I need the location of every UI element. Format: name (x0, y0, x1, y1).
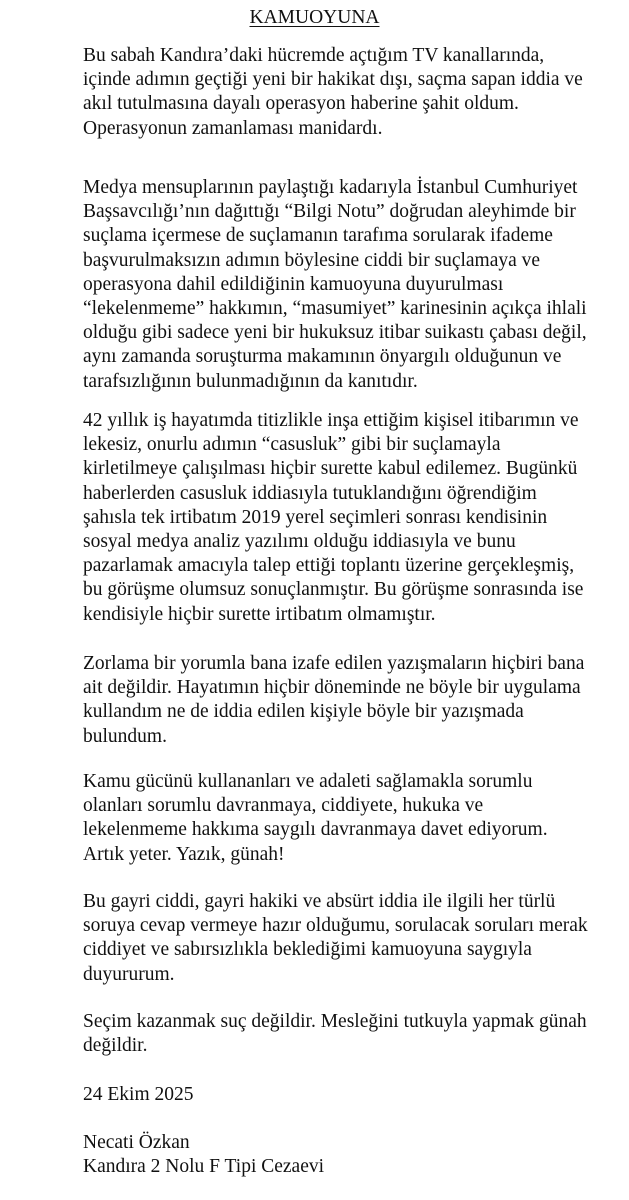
text-line: başvurulmaksızın adımın böylesine ciddi bir suçlamaya ve (83, 249, 541, 271)
paragraph-1 (83, 44, 623, 141)
paragraph-3 (83, 409, 623, 627)
text-line: akıl tutulmasına dayalı operasyon haberine şahit oldum. (83, 93, 519, 115)
text-line: şahısla tek irtibatım 2019 yerel seçimleri sonrası kendisinin (83, 506, 548, 528)
text-line: haberlerden casusluk iddiasıyla tutuklandığını öğrendiğim (83, 482, 537, 504)
paragraph-5 (83, 770, 623, 867)
document-title: KAMUOYUNA (249, 7, 380, 28)
text-line: “lekelenmeme” hakkımın, “masumiyet” karinesinin açıkça ihlali (83, 298, 587, 320)
paragraph-6 (83, 890, 623, 987)
signature-name: Necati Özkan (83, 1132, 190, 1153)
document-date (83, 1083, 623, 1107)
text-line: bu görüşme olumsuz sonuçlanmıştır. Bu görüşme sonrasında ise (83, 579, 584, 601)
text-line: içinde adımın geçtiği yeni bir hakikat dışı, saçma sapan iddia ve (83, 69, 583, 91)
paragraph-4 (83, 652, 623, 749)
text-line: pazarlamak amacıyla talep ettiği toplantı üzerine gerçekleşmiş, (83, 555, 575, 577)
text-line: Medya mensuplarının paylaştığı kadarıyla İstanbul Cumhuriyet (83, 177, 578, 198)
paragraph-7 (83, 1010, 623, 1058)
text-line: bulundum. (83, 725, 167, 747)
text-line: olduğu gibi sadece yeni bir hukuksuz itibar suikastı çabası değil, (83, 322, 587, 344)
text-line: Bu sabah Kandıra’daki hücremde açtığım TV kanallarında, (83, 45, 545, 66)
text-line: ait değildir. Hayatımın hiçbir döneminde ne böyle bir uygulama (83, 677, 581, 699)
text-line: Seçim kazanmak suç değildir. Mesleğini tutkuyla yapmak günah (83, 1011, 587, 1032)
text-line: değildir. (83, 1035, 148, 1057)
text-line: sosyal medya analiz yazılımı olduğu iddiasıyla ve bunu (83, 531, 516, 553)
text-line: soruya cevap vermeye hazır olduğumu, sorulacak soruları merak (83, 915, 588, 937)
text-line: duyururum. (83, 963, 175, 985)
date-text: 24 Ekim 2025 (83, 1084, 194, 1105)
text-line: olanları sorumlu davranmaya, ciddiyete, hukuka ve (83, 795, 484, 817)
text-line: Başsavcılığı’nın dağıttığı “Bilgi Notu” doğrudan aleyhimde bir (83, 201, 576, 223)
text-line: kendisiyle hiçbir surette irtibatım olmamıştır. (83, 603, 436, 625)
text-line: Operasyonun zamanlaması manidardı. (83, 117, 383, 139)
text-line: operasyona dahil edildiğinin kamuoyuna duyurulması (83, 273, 504, 295)
paragraph-2 (83, 176, 623, 394)
text-line: Kamu gücünü kullananları ve adaleti sağlamakla sorumlu (83, 771, 533, 792)
text-line: suçlama içermese de suçlamanın tarafıma sorularak ifademe (83, 225, 553, 247)
text-line: kirletilmeye çalışılması hiçbir surette kabul edilemez. Bugünkü (83, 458, 578, 480)
signature-block (83, 1131, 623, 1179)
text-line: Zorlama bir yorumla bana izafe edilen yazışmaların hiçbiri bana (83, 653, 585, 674)
text-line: ciddiyet ve sabırsızlıkla beklediğimi kamuoyuna saygıyla (83, 939, 532, 961)
text-line: kullandım ne de iddia edilen kişiyle böyle bir yazışmada (83, 701, 524, 723)
text-line: lekesiz, onurlu adımın “casusluk” gibi bir suçlamayla (83, 434, 501, 456)
text-line: aynı zamanda soruşturma makamının önyargılı olduğunun ve (83, 346, 562, 368)
text-line: 42 yıllık iş hayatımda titizlikle inşa ettiğim kişisel itibarımın ve (83, 410, 579, 431)
text-line: lekelenmeme hakkıma saygılı davranmaya davet ediyorum. (83, 819, 548, 841)
text-line: tarafsızlığının bulunmadığının da kanıtıdır. (83, 370, 418, 392)
text-line: Bu gayri ciddi, gayri hakiki ve absürt iddia ile ilgili her türlü (83, 891, 556, 912)
text-line: Artık yeter. Yazık, günah! (83, 843, 285, 865)
signature-location: Kandıra 2 Nolu F Tipi Cezaevi (83, 1156, 325, 1178)
